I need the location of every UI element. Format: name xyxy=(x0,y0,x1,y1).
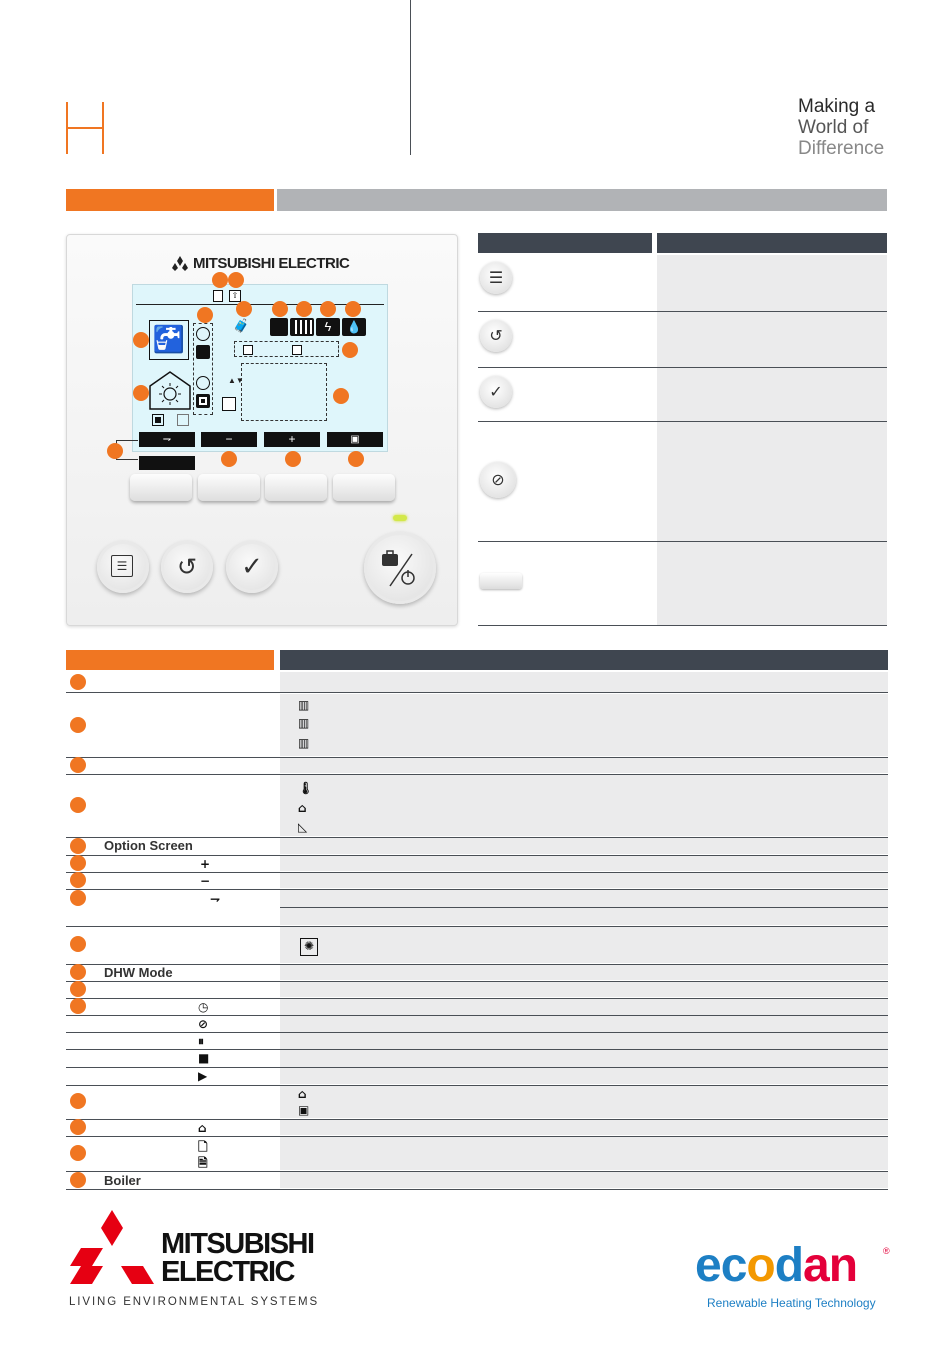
legend-bullet xyxy=(70,964,86,980)
ecodan-wordmark: ecodan xyxy=(695,1239,858,1292)
table-function-key-icon xyxy=(480,573,522,589)
legend-bullet xyxy=(70,1093,86,1109)
back-button[interactable] xyxy=(161,541,213,593)
callout-8 xyxy=(345,301,361,317)
callout-6 xyxy=(296,301,312,317)
legend-bullet xyxy=(70,936,86,952)
legend-room-sensor-icon: ⌂ xyxy=(298,1087,307,1101)
controller-brand-text: MITSUBISHI ELECTRIC xyxy=(193,255,350,272)
legend-house-sun-icon: ✺ xyxy=(300,938,318,956)
lcd-water-icon: 💧 xyxy=(342,318,366,336)
title-bar-orange xyxy=(66,189,274,211)
legend-shade-5 xyxy=(280,838,888,854)
title-bar-gray xyxy=(277,189,887,211)
legend-shade-9 xyxy=(280,927,888,963)
mitsubishi-logo xyxy=(68,1210,323,1310)
confirm-button[interactable] xyxy=(226,541,278,593)
legend-shade-3 xyxy=(280,758,888,773)
callout-12 xyxy=(333,388,349,404)
legend-line xyxy=(66,1136,888,1137)
legend-line xyxy=(66,926,888,927)
legend-shade-6 xyxy=(280,856,888,871)
lcd-updown-text: ▲▼ xyxy=(228,376,244,385)
legend-shade-13 xyxy=(280,1086,888,1118)
callout-3 xyxy=(197,307,213,323)
callout-9 xyxy=(133,332,149,348)
lcd-file-icon xyxy=(213,290,223,302)
function-button-3[interactable] xyxy=(265,474,327,501)
callout-14 xyxy=(221,451,237,467)
lcd-small-square-1 xyxy=(152,414,164,426)
legend-shade-11 xyxy=(280,982,888,997)
legend-curve-icon: ◺ xyxy=(298,820,308,834)
lcd-temp-icon-1 xyxy=(243,345,253,355)
legend-shade-1 xyxy=(280,672,888,692)
legend-bullet xyxy=(70,998,86,1014)
function-button-4[interactable] xyxy=(333,474,395,501)
legend-line xyxy=(66,1171,888,1172)
table-holiday-power-icon: ⊘ xyxy=(480,462,516,498)
icon-table-line-2 xyxy=(478,367,887,368)
legend-bullet xyxy=(70,838,86,854)
table-confirm-icon: ✓ xyxy=(480,376,512,408)
legend-label-boiler: Boiler xyxy=(104,1173,141,1188)
legend-remote-sensor-icon: ▣ xyxy=(298,1103,310,1117)
legend-label-play-icon: ▶ xyxy=(198,1069,208,1083)
lcd-holiday-icon: 🧳 xyxy=(233,319,250,334)
icon-table-header-2 xyxy=(657,233,887,253)
legend-line xyxy=(66,855,888,856)
status-led xyxy=(393,515,407,521)
footer-brand-line-2: ELECTRIC xyxy=(161,1256,294,1288)
lcd-fkey-label-1: ⇁ xyxy=(139,432,195,447)
holiday-power-button[interactable] xyxy=(364,532,436,604)
footer-brand-sub: LIVING ENVIRONMENTAL SYSTEMS xyxy=(69,1296,320,1308)
lcd-fkey-label-3: + xyxy=(264,432,320,447)
callout-5 xyxy=(272,301,288,317)
legend-radiator-icon-1: ▥ xyxy=(298,698,310,712)
lcd-updown-icon xyxy=(228,376,244,385)
legend-line xyxy=(66,964,888,965)
legend-label-stop-icon: ■ xyxy=(198,1051,210,1065)
ecodan-logo xyxy=(695,1239,895,1316)
back-icon: ↺ xyxy=(176,553,198,581)
legend-label-pause-icon: ⏸ xyxy=(198,1034,205,1048)
legend-bullet xyxy=(70,757,86,773)
legend-shade-10 xyxy=(280,965,888,980)
legend-bullet xyxy=(70,674,86,690)
callout-1 xyxy=(212,272,228,288)
legend-label-file-filled-icon: 🗎 xyxy=(198,1156,208,1170)
brand-diamonds-icon xyxy=(170,256,190,272)
legend-shade-16 xyxy=(280,1172,888,1188)
legend-radiator-icon-2: ▥ xyxy=(298,716,310,730)
legend-radiator-icon-3: ▥ xyxy=(298,736,310,750)
legend-shade-14 xyxy=(280,1120,888,1135)
lcd-radiator-icon xyxy=(290,318,314,336)
legend-line xyxy=(66,1085,888,1086)
legend-label-clock-icon: ◷ xyxy=(198,1000,209,1014)
lcd-prohibit-icon xyxy=(196,376,210,390)
callout-11 xyxy=(133,385,149,401)
legend-shade-15 xyxy=(280,1137,888,1170)
legend-bullet xyxy=(70,855,86,871)
function-button-2[interactable] xyxy=(198,474,260,501)
legend-thermometer-icon: 🌡 xyxy=(298,781,314,795)
legend-line xyxy=(66,1049,888,1050)
legend-bullet xyxy=(70,1119,86,1135)
legend-label-lock-icon: ⌂ xyxy=(198,1121,207,1135)
legend-bullet xyxy=(70,1145,86,1161)
legend-shade-2 xyxy=(280,694,888,756)
legend-header-orange xyxy=(66,650,274,670)
icon-table-line-4 xyxy=(478,541,887,542)
tagline xyxy=(798,96,884,159)
legend-shade-7 xyxy=(280,873,888,888)
lcd-clock-icon xyxy=(196,327,210,341)
icon-table-line-5 xyxy=(478,625,887,626)
h-logo-mark xyxy=(66,102,106,154)
legend-line xyxy=(66,981,888,982)
callout-15 xyxy=(285,451,301,467)
lcd-thermo-icon xyxy=(222,397,236,411)
legend-line xyxy=(66,1067,888,1068)
legend-shade-4 xyxy=(280,775,888,836)
callout-16 xyxy=(348,451,364,467)
footer-brand-line-1: MITSUBISHI xyxy=(161,1228,314,1260)
legend-header-dark xyxy=(280,650,888,670)
lcd-small-square-2 xyxy=(177,414,189,426)
legend-room-icon: ⌂ xyxy=(298,801,307,815)
legend-line xyxy=(66,757,888,758)
legend-line xyxy=(66,1032,888,1033)
legend-line xyxy=(66,774,888,775)
legend-line xyxy=(66,998,888,999)
callout-2 xyxy=(228,272,244,288)
menu-button[interactable] xyxy=(97,541,149,593)
icon-table-line-1 xyxy=(478,311,887,312)
ecodan-registered: ® xyxy=(883,1246,890,1256)
lcd-black-tab xyxy=(139,456,195,470)
callout-10 xyxy=(342,342,358,358)
lcd-house-icon xyxy=(148,370,192,410)
legend-line xyxy=(66,692,888,693)
legend-line xyxy=(66,872,888,873)
legend-label-minus: − xyxy=(200,874,211,888)
lcd-stop-icon xyxy=(196,394,210,408)
legend-line xyxy=(66,1015,888,1016)
holiday-power-icon xyxy=(378,546,422,590)
legend-bullet xyxy=(70,717,86,733)
lcd-fkey-label-2: − xyxy=(201,432,257,447)
lcd-power-icon: ϟ xyxy=(316,318,340,336)
legend-bullet xyxy=(70,981,86,997)
legend-line xyxy=(280,907,888,908)
legend-label-file-icon: 🗋 xyxy=(198,1140,208,1154)
callout-7 xyxy=(320,301,336,317)
legend-label-plus: + xyxy=(200,857,211,871)
menu-icon: ☰ xyxy=(111,555,133,577)
three-diamonds-icon xyxy=(70,1210,154,1286)
lcd-temp-icon-2 xyxy=(292,345,302,355)
ecodan-subtitle: Renewable Heating Technology xyxy=(707,1296,876,1310)
lcd-value-box xyxy=(241,363,327,421)
table-menu-icon: ☰ xyxy=(480,262,512,294)
icon-table-line-3 xyxy=(478,421,887,422)
lcd-lock-icon: ⇧ xyxy=(229,290,241,302)
legend-label-dhw-mode: DHW Mode xyxy=(104,965,173,980)
callout-13 xyxy=(107,443,123,459)
legend-bullet xyxy=(70,797,86,813)
header-vertical-rule xyxy=(410,0,411,155)
tagline-line-3: Difference xyxy=(798,138,885,159)
function-button-1[interactable] xyxy=(130,474,192,501)
legend-line xyxy=(66,889,888,890)
legend-bullet xyxy=(70,1172,86,1188)
legend-shade-12 xyxy=(280,999,888,1084)
confirm-icon: ✓ xyxy=(241,552,263,582)
legend-label-fkey: ⇁ xyxy=(210,892,221,906)
tagline-line-2: World of xyxy=(798,117,869,138)
callout-4 xyxy=(236,301,252,317)
tagline-line-1: Making a xyxy=(798,96,876,117)
lcd-tank-icon xyxy=(270,318,288,336)
table-back-icon: ↺ xyxy=(480,320,512,352)
legend-bullet xyxy=(70,872,86,888)
legend-label-prohibit-icon: ⊘ xyxy=(198,1017,209,1031)
lcd-fkey-label-4: ▣ xyxy=(327,432,383,447)
lcd-tap-box: 🚰 xyxy=(149,320,189,360)
legend-label-option-screen: Option Screen xyxy=(104,838,193,853)
lcd-pause-icon xyxy=(196,345,210,359)
legend-line xyxy=(66,1189,888,1190)
legend-line xyxy=(66,1119,888,1120)
legend-bullet xyxy=(70,890,86,906)
icon-table-header-1 xyxy=(478,233,652,253)
